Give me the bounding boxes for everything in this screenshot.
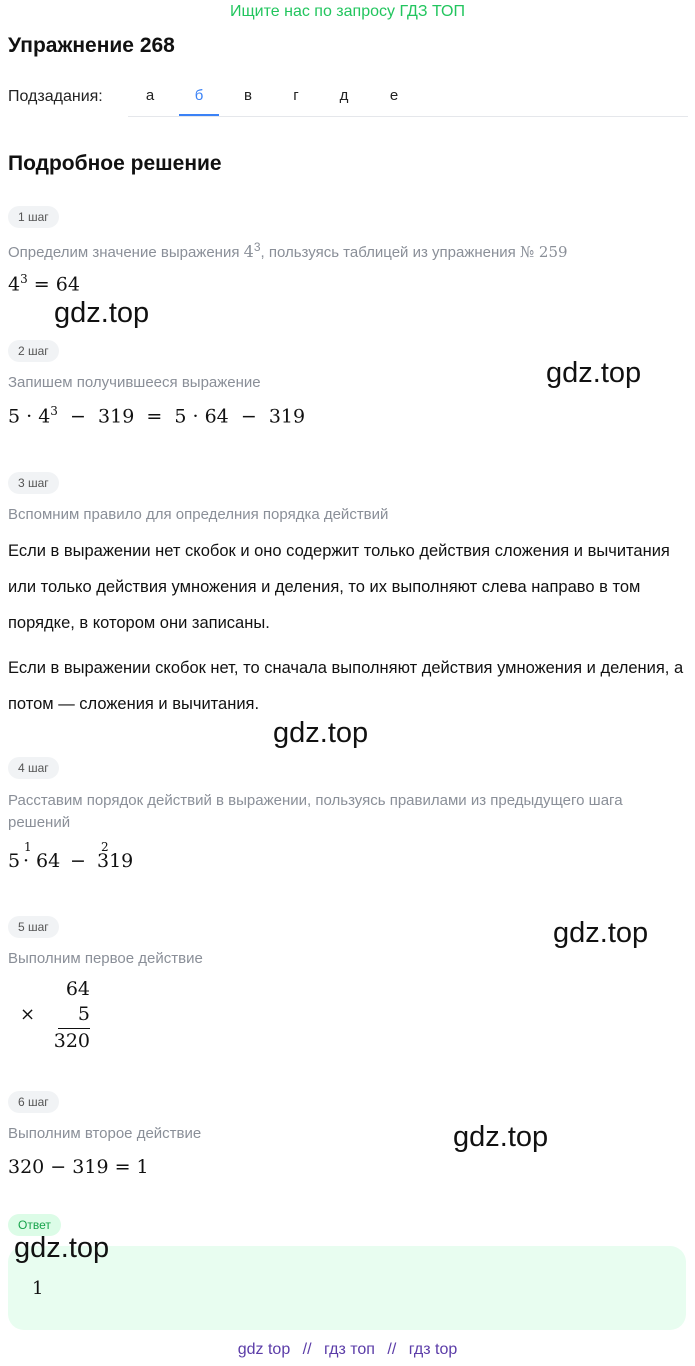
subtasks-label: Подзадания: (8, 88, 103, 105)
step-badge-6: 6 шаг (8, 1091, 59, 1113)
footer-links (0, 1341, 695, 1359)
step-1-hint-exp: 3 (253, 240, 261, 254)
step-1-rest: = 64 (27, 273, 80, 296)
step-1-base: 4 (8, 273, 21, 296)
mult-bottom: 5 (77, 1003, 90, 1025)
footer-separator: // (387, 1341, 397, 1358)
subtasks-tabs (128, 78, 688, 117)
page-title: Упражнение 268 (8, 34, 175, 57)
column-multiplication (8, 976, 108, 1054)
rule-paragraph-1: Если в выражении нет скобок и оно содержит только действия сложения и вычитания или только действия умножения и деления, то их выполняют слева направо в том порядке, в котором они записаны. (8, 542, 670, 632)
order-op-2: − (70, 850, 86, 872)
mult-result: 320 (53, 1030, 90, 1052)
watermark-5: gdz.top (453, 1121, 549, 1153)
step-4-hint: Расставим порядок действий в выражении, пользуясь правилами из предыдущего шага решений (8, 792, 623, 831)
tab-d[interactable]: д (339, 87, 349, 104)
tab-a[interactable]: а (145, 87, 155, 104)
step-2-exp: 3 (50, 404, 58, 418)
tab-g[interactable]: г (293, 87, 299, 104)
step-1-hint (8, 240, 568, 261)
order-num-1: 5 (8, 850, 21, 872)
footer-link-3[interactable]: гдз top (408, 1341, 458, 1358)
order-marker-2: 2 (101, 840, 109, 854)
watermark-6: gdz.top (14, 1232, 110, 1264)
order-num-2: 64 (36, 850, 61, 872)
footer-link-2[interactable]: гдз топ (324, 1341, 375, 1358)
step-1-hint-text: Определим значение выражения (8, 244, 244, 261)
watermark-4: gdz.top (553, 917, 649, 949)
step-badge-1: 1 шаг (8, 206, 59, 228)
promo-banner: Ищите нас по запросу ГДЗ ТОП (230, 3, 465, 20)
answer-box (8, 1246, 686, 1330)
watermark-2: gdz.top (546, 357, 642, 389)
section-title: Подробное решение (8, 152, 222, 175)
footer-separator: // (302, 1341, 312, 1358)
step-5-hint: Выполним первое действие (8, 950, 203, 967)
step-badge-4: 4 шаг (8, 757, 59, 779)
step-1-hint-ref: № 259 (519, 243, 568, 261)
mult-sign: × (20, 1004, 36, 1025)
footer-link-1[interactable]: gdz top (237, 1341, 291, 1358)
order-num-3: 319 (97, 850, 134, 872)
tab-e[interactable]: е (389, 87, 399, 104)
step-2-hint: Запишем получившееся выражение (8, 374, 261, 391)
order-marker-1: 1 (24, 840, 32, 854)
rule-paragraph-2: Если в выражении скобок нет, то сначала выполняют действия умножения и деления, а потом — сложения и вычитания. (8, 659, 684, 713)
step-badge-2: 2 шаг (8, 340, 59, 362)
step-2-math (8, 404, 305, 427)
tab-b[interactable]: б (179, 78, 219, 116)
step-1-hint-post: , пользуясь таблицей из упражнения (260, 244, 520, 261)
step-4-math (8, 840, 208, 880)
answer-value: 1 (32, 1278, 44, 1299)
order-op-1: · (23, 850, 30, 872)
watermark-3: gdz.top (273, 717, 369, 749)
answer-badge: Ответ (8, 1214, 61, 1236)
mult-line (58, 1028, 90, 1029)
step-6-math: 320 − 319 = 1 (8, 1156, 149, 1178)
step-1-math (8, 272, 80, 295)
watermark-1: gdz.top (54, 297, 150, 329)
step-2-pre: 5 · 4 (8, 405, 51, 428)
step-badge-3: 3 шаг (8, 472, 59, 494)
step-1-exp: 3 (20, 272, 28, 286)
tab-v[interactable]: в (244, 87, 252, 104)
step-1-hint-base: 4 (243, 242, 254, 261)
step-badge-5: 5 шаг (8, 916, 59, 938)
step-6-hint: Выполним второе действие (8, 1125, 202, 1142)
step-2-post: − 319 = 5 · 64 − 319 (57, 405, 306, 428)
mult-top: 64 (65, 978, 90, 1000)
step-3-hint: Вспомним правило для определния порядка действий (8, 506, 389, 523)
